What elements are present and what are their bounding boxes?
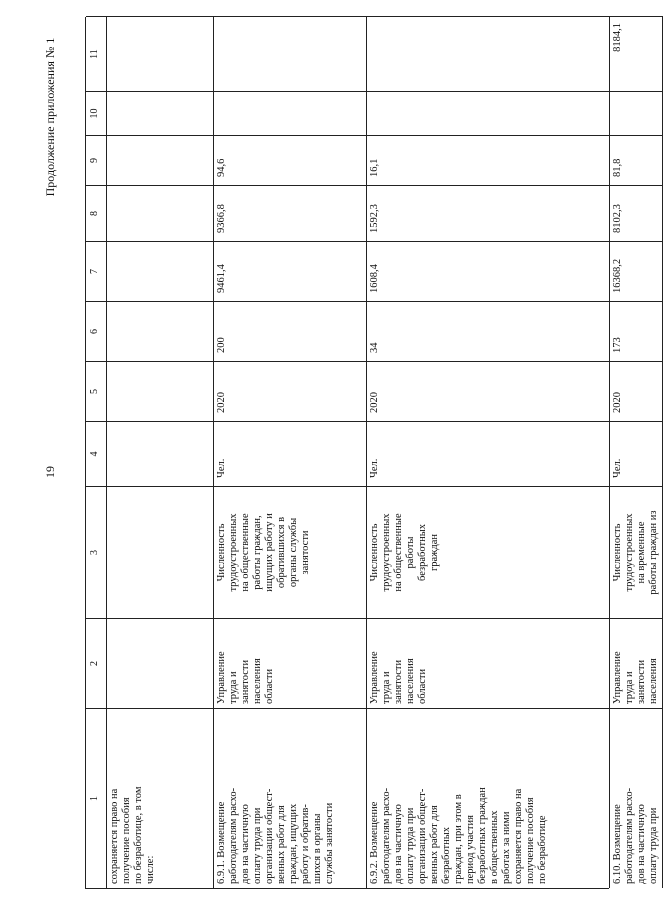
table-cell-measure: 6.9.1. Возмещение работодателям расхо- дов на частичную оплату труда при организации общест- венных работ для граждан, ищущих работу и обратив- шихся в органы службы занятости bbox=[214, 708, 367, 888]
table-cell-value bbox=[107, 241, 214, 301]
column-header: 5 bbox=[86, 361, 107, 421]
table-cell-value: 8102,3 bbox=[610, 185, 663, 241]
table-cell-value: 16,1 bbox=[367, 135, 610, 185]
column-header: 10 bbox=[86, 91, 107, 135]
table-cell-value: 1608,4 bbox=[367, 241, 610, 301]
table-cell-value bbox=[107, 301, 214, 361]
table-cell-executor: Управление труда и занятости населения bbox=[610, 618, 663, 708]
table-cell-year: 2020 bbox=[367, 361, 610, 421]
appendix-continuation-label: Продолжение приложения № 1 bbox=[43, 37, 57, 197]
table-cell-value bbox=[107, 91, 214, 135]
column-header: 2 bbox=[86, 618, 107, 708]
column-header: 7 bbox=[86, 241, 107, 301]
table-cell-value bbox=[214, 16, 367, 91]
table-cell-executor bbox=[107, 618, 214, 708]
column-header: 3 bbox=[86, 486, 107, 618]
table-cell-measure: 6.9.2. Возмещение работодателям расхо- дов на частичную оплату труда при организации общест- венных работ для безработных граждан, при этом в период участия безработных граждан в общественных работах за ними сохраняется право на получение пособия по безработице bbox=[367, 708, 610, 888]
table-cell-value bbox=[610, 91, 663, 135]
column-header: 1 bbox=[86, 708, 107, 888]
table-cell-value bbox=[107, 16, 214, 91]
table-cell-measure: 6.10. Возмещение работодателям расхо- дов на частичную оплату труда при bbox=[610, 708, 663, 888]
table-cell-unit: Чел. bbox=[610, 421, 663, 486]
table-cell-year: 2020 bbox=[610, 361, 663, 421]
table-cell-value: 16368,2 bbox=[610, 241, 663, 301]
table-cell-indicator: Численность трудоустроенных на общественные работы безработных граждан bbox=[367, 486, 610, 618]
table-cell-value bbox=[367, 91, 610, 135]
column-header: 6 bbox=[86, 301, 107, 361]
table-cell-executor: Управление труда и занятости населения области bbox=[367, 618, 610, 708]
table-cell-measure: сохраняется право на получение пособия по безработице, в том числе: bbox=[107, 708, 214, 888]
table-cell-unit bbox=[107, 421, 214, 486]
table-cell-value: 1592,3 bbox=[367, 185, 610, 241]
table-cell-indicator: Численность трудоустроенных на общественные работы граждан, ищущих работу и обратившихся в органы службы занятости bbox=[214, 486, 367, 618]
table-cell-unit: Чел. bbox=[367, 421, 610, 486]
table-cell-executor: Управление труда и занятости населения области bbox=[214, 618, 367, 708]
table-cell-value bbox=[214, 91, 367, 135]
table-cell-value: 8184,1 bbox=[610, 16, 663, 91]
page-number: 19 bbox=[43, 466, 57, 478]
table-cell-value: 173 bbox=[610, 301, 663, 361]
table-cell-value bbox=[367, 16, 610, 91]
data-table bbox=[85, 17, 659, 889]
table-cell-value: 81,8 bbox=[610, 135, 663, 185]
table-cell-value: 200 bbox=[214, 301, 367, 361]
table-wrapper bbox=[85, 17, 659, 889]
table-cell-value bbox=[107, 185, 214, 241]
table-cell-unit: Чел. bbox=[214, 421, 367, 486]
table-cell-value: 34 bbox=[367, 301, 610, 361]
column-header: 4 bbox=[86, 421, 107, 486]
column-header: 8 bbox=[86, 185, 107, 241]
table-cell-year bbox=[107, 361, 214, 421]
table-cell-value: 9461,4 bbox=[214, 241, 367, 301]
table-cell-value: 94,6 bbox=[214, 135, 367, 185]
table-cell-year: 2020 bbox=[214, 361, 367, 421]
table-cell-value bbox=[107, 135, 214, 185]
column-header: 9 bbox=[86, 135, 107, 185]
table-cell-indicator: Численность трудоустроенных на временные работы граждан из bbox=[610, 486, 663, 618]
table-cell-indicator bbox=[107, 486, 214, 618]
table-cell-value: 9366,8 bbox=[214, 185, 367, 241]
column-header: 11 bbox=[86, 16, 107, 91]
